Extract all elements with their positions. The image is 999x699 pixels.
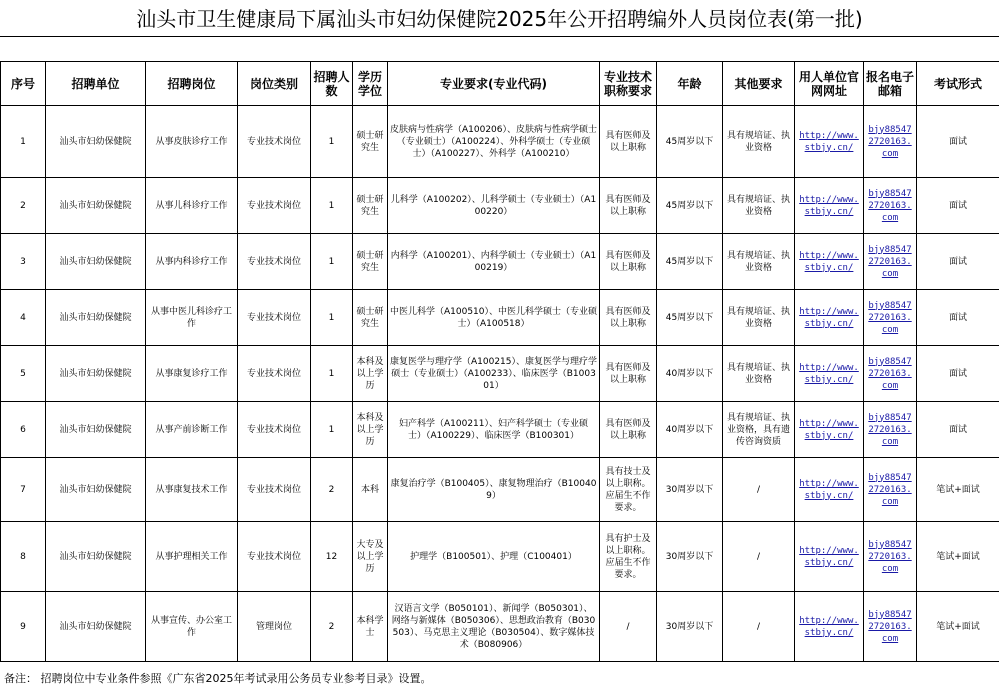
cell-exam: 面试 <box>917 178 999 234</box>
cell-count: 1 <box>311 106 353 178</box>
cell-unit: 汕头市妇幼保健院 <box>46 234 146 290</box>
cell-age: 45周岁以下 <box>657 106 723 178</box>
cell-title-req: 具有医师及以上职称 <box>600 402 657 458</box>
cell-title-req: 具有医师及以上职称 <box>600 106 657 178</box>
email-link[interactable]: bjy885472720163.com <box>864 290 917 346</box>
cell-title-req: 具有医师及以上职称 <box>600 290 657 346</box>
cell-post: 从事康复技术工作 <box>146 458 238 522</box>
cell-no: 6 <box>1 402 46 458</box>
cell-edu: 本科及以上学历 <box>353 402 388 458</box>
cell-unit: 汕头市妇幼保健院 <box>46 402 146 458</box>
footnote: 备注： 招聘岗位中专业条件参照《广东省2025年考试录用公务员专业参考目录》设置。 <box>4 672 432 685</box>
cell-edu: 硕士研究生 <box>353 178 388 234</box>
cell-type: 专业技术岗位 <box>238 106 311 178</box>
cell-age: 45周岁以下 <box>657 290 723 346</box>
cell-post: 从事宣传、办公室工作 <box>146 592 238 662</box>
cell-other: 具有规培证、执业资格 <box>723 346 795 402</box>
cell-edu: 本科及以上学历 <box>353 346 388 402</box>
site-link[interactable]: http://www.stbjy.cn/ <box>795 178 864 234</box>
email-link[interactable]: bjy885472720163.com <box>864 402 917 458</box>
header-row <box>1 62 999 106</box>
cell-exam: 笔试+面试 <box>917 522 999 592</box>
cell-age: 30周岁以下 <box>657 592 723 662</box>
cell-exam: 面试 <box>917 402 999 458</box>
cell-count: 12 <box>311 522 353 592</box>
cell-no: 8 <box>1 522 46 592</box>
cell-post: 从事儿科诊疗工作 <box>146 178 238 234</box>
cell-no: 3 <box>1 234 46 290</box>
col-type: 岗位类别 <box>238 62 311 106</box>
cell-edu: 硕士研究生 <box>353 290 388 346</box>
email-link[interactable]: bjy885472720163.com <box>864 234 917 290</box>
email-link[interactable]: bjy885472720163.com <box>864 522 917 592</box>
cell-exam: 笔试+面试 <box>917 592 999 662</box>
spacer-row <box>0 36 999 62</box>
cell-title-req: 具有医师及以上职称 <box>600 178 657 234</box>
cell-unit: 汕头市妇幼保健院 <box>46 522 146 592</box>
col-edu: 学历学位 <box>353 62 388 106</box>
cell-major: 中医儿科学（A100510）、中医儿科学硕士（专业硕士）（A100518） <box>388 290 600 346</box>
cell-age: 40周岁以下 <box>657 346 723 402</box>
cell-major: 护理学（B100501）、护理（C100401） <box>388 522 600 592</box>
cell-exam: 笔试+面试 <box>917 458 999 522</box>
col-site: 用人单位官网网址 <box>795 62 864 106</box>
col-title-req: 专业技术职称要求 <box>600 62 657 106</box>
cell-type: 专业技术岗位 <box>238 402 311 458</box>
cell-unit: 汕头市妇幼保健院 <box>46 458 146 522</box>
cell-edu: 本科学士 <box>353 592 388 662</box>
positions-table <box>0 61 999 662</box>
table-row <box>1 234 999 290</box>
cell-unit: 汕头市妇幼保健院 <box>46 592 146 662</box>
cell-type: 专业技术岗位 <box>238 346 311 402</box>
site-link[interactable]: http://www.stbjy.cn/ <box>795 346 864 402</box>
cell-other: / <box>723 458 795 522</box>
cell-no: 5 <box>1 346 46 402</box>
site-link[interactable]: http://www.stbjy.cn/ <box>795 106 864 178</box>
email-link[interactable]: bjy885472720163.com <box>864 346 917 402</box>
cell-count: 2 <box>311 458 353 522</box>
cell-title-req: 具有护士及以上职称。应届生不作要求。 <box>600 522 657 592</box>
cell-other: / <box>723 522 795 592</box>
table-row <box>1 592 999 662</box>
cell-type: 管理岗位 <box>238 592 311 662</box>
cell-edu: 本科 <box>353 458 388 522</box>
cell-other: 具有规培证、执业资格 <box>723 290 795 346</box>
cell-no: 9 <box>1 592 46 662</box>
cell-post: 从事皮肤诊疗工作 <box>146 106 238 178</box>
cell-major: 内科学（A100201）、内科学硕士（专业硕士）（A100219） <box>388 234 600 290</box>
cell-no: 7 <box>1 458 46 522</box>
cell-major: 康复治疗学（B100405）、康复物理治疗（B100409） <box>388 458 600 522</box>
cell-other: 具有规培证、执业资格 <box>723 106 795 178</box>
site-link[interactable]: http://www.stbjy.cn/ <box>795 458 864 522</box>
site-link[interactable]: http://www.stbjy.cn/ <box>795 522 864 592</box>
cell-post: 从事护理相关工作 <box>146 522 238 592</box>
cell-type: 专业技术岗位 <box>238 178 311 234</box>
cell-no: 1 <box>1 106 46 178</box>
col-count: 招聘人数 <box>311 62 353 106</box>
page-title: 汕头市卫生健康局下属汕头市妇幼保健院2025年公开招聘编外人员岗位表(第一批) <box>136 7 863 31</box>
cell-type: 专业技术岗位 <box>238 234 311 290</box>
table-row <box>1 458 999 522</box>
col-exam: 考试形式 <box>917 62 999 106</box>
cell-major: 汉语言文学（B050101）、新闻学（B050301）、网络与新媒体（B050306）、思想政治教育（B030503）、马克思主义理论（B030504）、数字媒体技术（B080906） <box>388 592 600 662</box>
email-link[interactable]: bjy885472720163.com <box>864 592 917 662</box>
cell-title-req: / <box>600 592 657 662</box>
table-row <box>1 290 999 346</box>
cell-unit: 汕头市妇幼保健院 <box>46 178 146 234</box>
cell-post: 从事康复诊疗工作 <box>146 346 238 402</box>
email-link[interactable]: bjy885472720163.com <box>864 458 917 522</box>
cell-count: 1 <box>311 290 353 346</box>
cell-other: 具有规培证、执业资格，具有遗传咨询资质 <box>723 402 795 458</box>
cell-title-req: 具有技士及以上职称。应届生不作要求。 <box>600 458 657 522</box>
col-age: 年龄 <box>657 62 723 106</box>
cell-other: 具有规培证、执业资格 <box>723 178 795 234</box>
cell-count: 2 <box>311 592 353 662</box>
col-email: 报名电子邮箱 <box>864 62 917 106</box>
cell-post: 从事中医儿科诊疗工作 <box>146 290 238 346</box>
table-row <box>1 346 999 402</box>
cell-type: 专业技术岗位 <box>238 458 311 522</box>
table-row <box>1 402 999 458</box>
cell-exam: 面试 <box>917 106 999 178</box>
cell-age: 30周岁以下 <box>657 522 723 592</box>
cell-count: 1 <box>311 178 353 234</box>
col-unit: 招聘单位 <box>46 62 146 106</box>
cell-major: 妇产科学（A100211）、妇产科学硕士（专业硕士）（A100229）、临床医学（B100301） <box>388 402 600 458</box>
cell-major: 康复医学与理疗学（A100215）、康复医学与理疗学硕士（专业硕士）（A100233）、临床医学（B100301） <box>388 346 600 402</box>
table-row <box>1 178 999 234</box>
cell-age: 40周岁以下 <box>657 402 723 458</box>
cell-edu: 大专及以上学历 <box>353 522 388 592</box>
site-link[interactable]: http://www.stbjy.cn/ <box>795 234 864 290</box>
cell-exam: 面试 <box>917 290 999 346</box>
cell-type: 专业技术岗位 <box>238 290 311 346</box>
col-major: 专业要求(专业代码) <box>388 62 600 106</box>
cell-count: 1 <box>311 346 353 402</box>
site-link[interactable]: http://www.stbjy.cn/ <box>795 402 864 458</box>
table-row <box>1 106 999 178</box>
cell-no: 4 <box>1 290 46 346</box>
cell-exam: 面试 <box>917 346 999 402</box>
cell-major: 皮肤病与性病学（A100206）、皮肤病与性病学硕士（专业硕士）（A100224）、外科学硕士（专业硕士）（A100227）、外科学（A100210） <box>388 106 600 178</box>
cell-age: 45周岁以下 <box>657 178 723 234</box>
email-link[interactable]: bjy885472720163.com <box>864 106 917 178</box>
cell-type: 专业技术岗位 <box>238 522 311 592</box>
cell-age: 45周岁以下 <box>657 234 723 290</box>
cell-unit: 汕头市妇幼保健院 <box>46 106 146 178</box>
cell-title-req: 具有医师及以上职称 <box>600 234 657 290</box>
email-link[interactable]: bjy885472720163.com <box>864 178 917 234</box>
cell-post: 从事产前诊断工作 <box>146 402 238 458</box>
cell-unit: 汕头市妇幼保健院 <box>46 290 146 346</box>
cell-count: 1 <box>311 402 353 458</box>
cell-age: 30周岁以下 <box>657 458 723 522</box>
table-row <box>1 522 999 592</box>
cell-post: 从事内科诊疗工作 <box>146 234 238 290</box>
cell-unit: 汕头市妇幼保健院 <box>46 346 146 402</box>
cell-edu: 硕士研究生 <box>353 234 388 290</box>
cell-other: 具有规培证、执业资格 <box>723 234 795 290</box>
cell-exam: 面试 <box>917 234 999 290</box>
cell-other: / <box>723 592 795 662</box>
col-post: 招聘岗位 <box>146 62 238 106</box>
site-link[interactable]: http://www.stbjy.cn/ <box>795 592 864 662</box>
cell-edu: 硕士研究生 <box>353 106 388 178</box>
site-link[interactable]: http://www.stbjy.cn/ <box>795 290 864 346</box>
cell-major: 儿科学（A100202）、儿科学硕士（专业硕士）（A100220） <box>388 178 600 234</box>
col-other: 其他要求 <box>723 62 795 106</box>
cell-no: 2 <box>1 178 46 234</box>
cell-count: 1 <box>311 234 353 290</box>
cell-title-req: 具有医师及以上职称 <box>600 346 657 402</box>
col-no: 序号 <box>1 62 46 106</box>
